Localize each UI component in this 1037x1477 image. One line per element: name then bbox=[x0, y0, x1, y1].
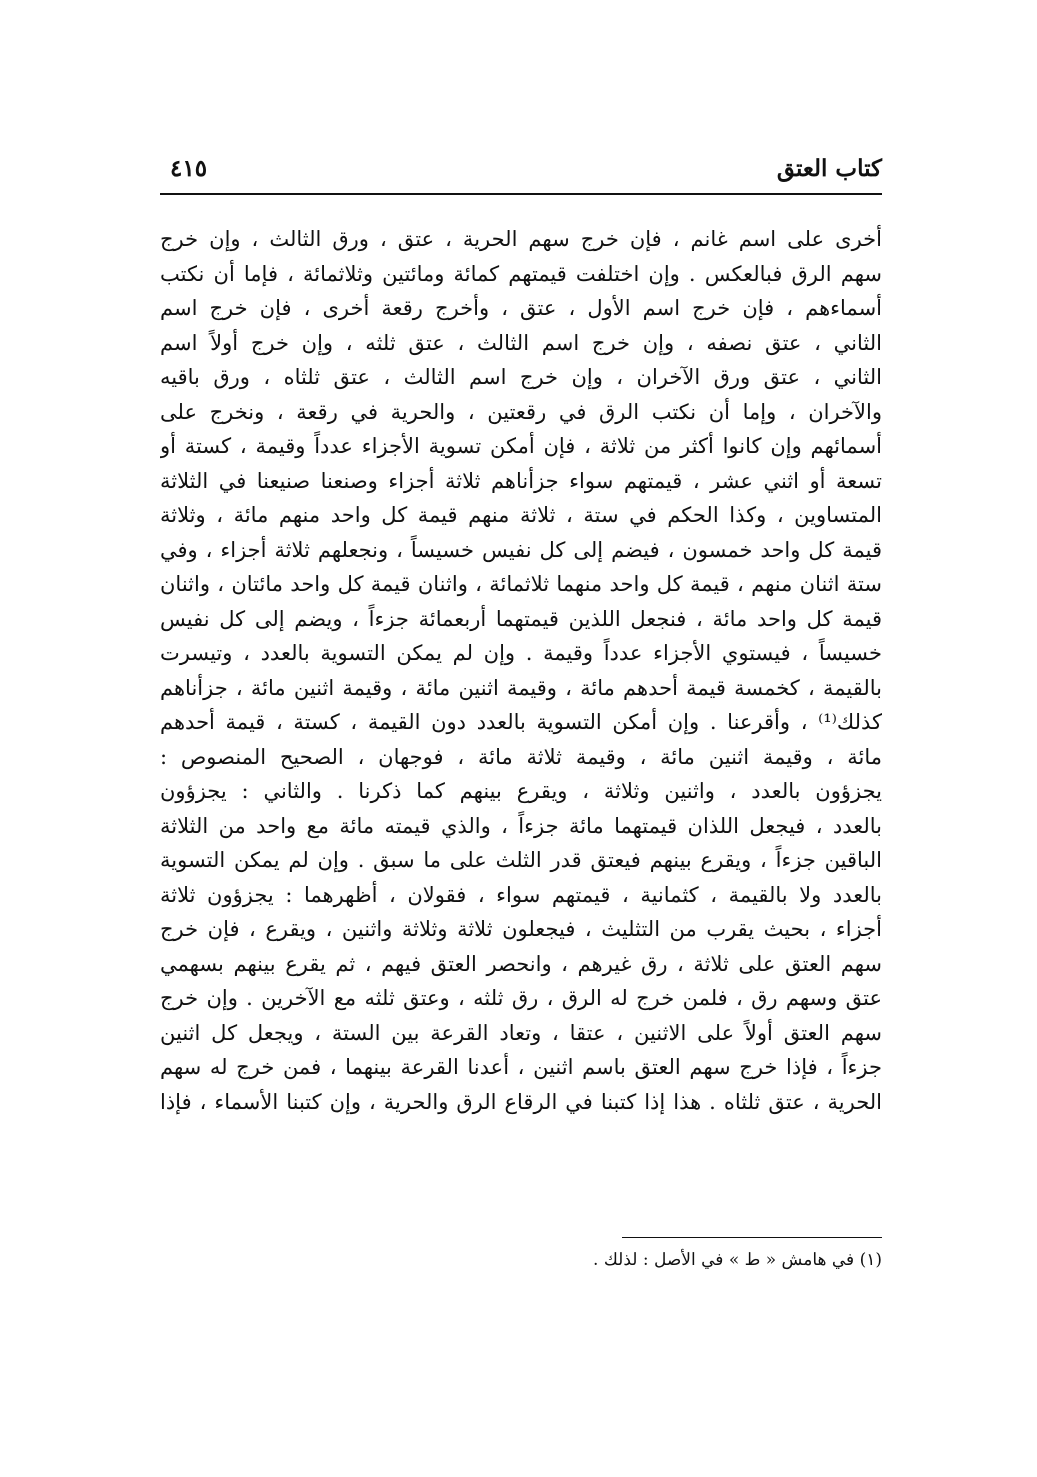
text-line: أسماءهم ، فإن خرج اسم الأول ، عتق ، وأخرج رقعة أخرى ، فإن خرج اسم bbox=[160, 296, 882, 320]
footnote: (١) في هامش « ط » في الأصل : لذلك . bbox=[593, 1250, 882, 1270]
text-line: ستة اثنان منهم ، قيمة كل واحد منهما ثلاثمائة ، واثنان قيمة كل واحد مائتان ، واثنان bbox=[160, 572, 882, 596]
text-line: بالعدد ولا بالقيمة ، كثمانية ، قيمتهم سواء ، فقولان ، أظهرهما : يجزؤون ثلاثة bbox=[160, 882, 882, 907]
header-rule bbox=[160, 193, 882, 195]
page-number: ٤١٥ bbox=[170, 155, 208, 182]
text-line: الحرية ، عتق ثلثاه . هذا إذا كتبنا في الرقاع الرق والحرية ، وإن كتبنا الأسماء ، فإذا bbox=[160, 1089, 882, 1114]
text-line: والآخران ، وإما أن نكتب الرق في رقعتين ، والحرية في رقعة ، ونخرج على bbox=[160, 399, 882, 424]
text-line: تسعة أو اثني عشر ، قيمتهم سواء جزأناهم ثلاثة أجزاء وصنعنا صنيعنا في الثلاثة bbox=[160, 468, 882, 493]
text-line: قيمة كل واحد خمسون ، فيضم إلى كل نفيس خسيساً ، ونجعلهم ثلاثة أجزاء ، وفي bbox=[160, 537, 882, 562]
text-line: بالقيمة ، كخمسة قيمة أحدهم مائة ، وقيمة اثنين مائة ، وقيمة اثنين مائة ، جزأناهم bbox=[160, 675, 882, 700]
text-line: يجزؤون بالعدد ، واثنين وثلاثة ، ويقرع بينهم كما ذكرنا . والثاني : يجزؤون bbox=[160, 779, 882, 803]
text-line: أسمائهم وإن كانوا أكثر من ثلاثة ، فإن أمكن تسوية الأجزاء عدداً وقيمة ، كستة أو bbox=[160, 434, 882, 458]
text-line: سهم العتق على ثلاثة ، رق غيرهم ، وانحصر العتق فيهم ، ثم يقرع بينهم بسهمي bbox=[160, 951, 882, 976]
text-line: أخرى على اسم غانم ، فإن خرج سهم الحرية ، عتق ، ورق الثالث ، وإن خرج bbox=[160, 227, 882, 251]
text-line: سهم العتق أولاً على الاثنين ، عتقا ، وتعاد القرعة بين الستة ، ويجعل كل اثنين bbox=[160, 1020, 882, 1045]
footnote-rule bbox=[622, 1237, 882, 1238]
text-line: المتساوين ، وكذا الحكم في ستة ، ثلاثة منهم قيمة كل واحد منهم مائة ، وثلاثة bbox=[160, 503, 882, 527]
text-line: قيمة كل واحد مائة ، فنجعل اللذين قيمتهما أربعمائة جزءاً ، ويضم إلى كل نفيس bbox=[160, 606, 882, 631]
text-line: الثاني ، عتق ورق الآخران ، وإن خرج اسم الثالث ، عتق ثلثاه ، ورق باقيه bbox=[160, 365, 882, 389]
text-line: مائة ، وقيمة اثنين مائة ، وقيمة ثلاثة مائة ، فوجهان ، الصحيح المنصوص : bbox=[160, 744, 882, 769]
text-line: بالعدد ، فيجعل اللذان قيمتهما مائة جزءاً ، والذي قيمته مائة مع واحد من الثلاثة bbox=[160, 813, 882, 838]
main-text bbox=[160, 222, 882, 1119]
text-line: الباقين جزءاً ، ويقرع بينهم فيعتق قدر الثلث على ما سبق . وإن لم يمكن التسوية bbox=[160, 848, 882, 872]
text-line: الثاني ، عتق نصفه ، وإن خرج اسم الثالث ، عتق ثلثه ، وإن خرج أولاً اسم bbox=[160, 330, 882, 355]
text-line: كذلك⁽¹⁾ ، وأقرعنا . وإن أمكن التسوية بالعدد دون القيمة ، كستة ، قيمة أحدهم bbox=[160, 710, 882, 734]
text-line: عتق وسهم رق ، فلمن خرج له الرق ، رق ثلثه ، وعتق ثلثه مع الآخرين . وإن خرج bbox=[160, 986, 882, 1010]
text-line: سهم الرق فبالعكس . وإن اختلفت قيمتهم كمائة ومائتين وثلاثمائة ، فإما أن نكتب bbox=[160, 261, 882, 286]
running-header bbox=[160, 152, 882, 188]
text-line: جزءاً ، فإذا خرج سهم العتق باسم اثنين ، أعدنا القرعة بينهما ، فمن خرج له سهم bbox=[160, 1055, 882, 1079]
text-line: أجزاء ، بحيث يقرب من التثليث ، فيجعلون ثلاثة وثلاثة واثنين ، ويقرع ، فإن خرج bbox=[160, 917, 882, 941]
text-line: خسيساً ، فيستوي الأجزاء عدداً وقيمة . وإن لم يمكن التسوية بالعدد ، وتيسرت bbox=[160, 641, 882, 665]
book-title: كتاب العتق bbox=[776, 155, 882, 182]
